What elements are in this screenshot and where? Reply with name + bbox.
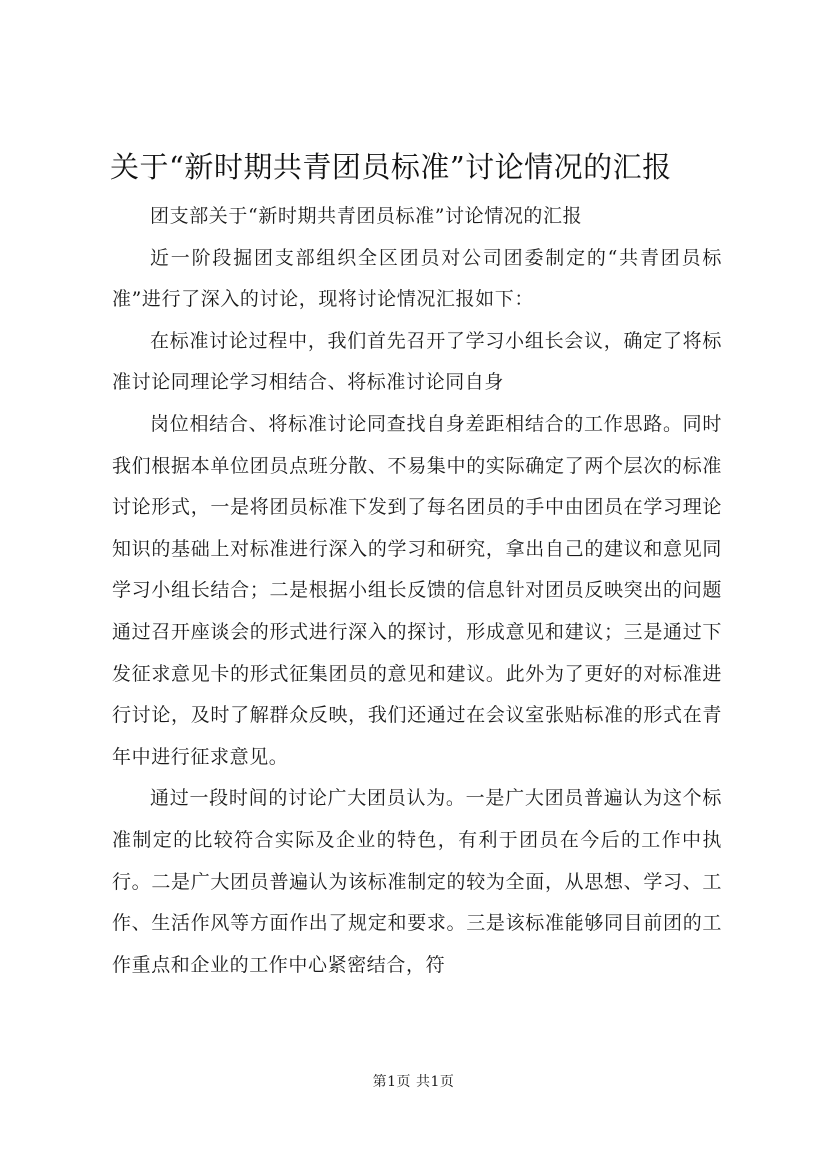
document-body [112,196,722,986]
body-paragraph: 岗位相结合、将标准讨论同查找自身差距相结合的工作思路。同时我们根据本单位团员点班分散、不易集中的实际确定了两个层次的标准讨论形式，一是将团员标准下发到了每名团员的手中由团员在学习理论知识的基础上对标准进行深入的学习和研究，拿出自己的建议和意见同学习小组长结合；二是根据小组长反馈的信息针对团员反映突出的问题通过召开座谈会的形式进行深入的探讨，形成意见和建议；三是通过下发征求意见卡的形式征集团员的意见和建议。此外为了更好的对标准进行讨论，及时了解群众反映，我们还通过在会议室张贴标准的形式在青年中进行征求意见。 [112,412,722,768]
page-number-footer: 第1页 共1页 [372,1074,455,1090]
body-paragraph: 团支部关于“新时期共青团员标准”讨论情况的汇报 [150,205,583,227]
body-paragraph: 近一阶段掘团支部组织全区团员对公司团委制定的“共青团员标准”进行了深入的讨论，现将讨论情况汇报如下： [112,246,722,311]
document-title: 关于“新时期共青团员标准”讨论情况的汇报 [110,150,672,184]
body-paragraph: 通过一段时间的讨论广大团员认为。一是广大团员普遍认为这个标准制定的比较符合实际及企业的特色，有利于团员在今后的工作中执行。二是广大团员普遍认为该标准制定的较为全面，从思想、学习、工作、生活作风等方面作出了规定和要求。三是该标准能够同目前团的工作重点和企业的工作中心紧密结合，符 [112,787,722,976]
body-paragraph: 在标准讨论过程中，我们首先召开了学习小组长会议，确定了将标准讨论同理论学习相结合、将标准讨论同自身 [112,329,722,394]
